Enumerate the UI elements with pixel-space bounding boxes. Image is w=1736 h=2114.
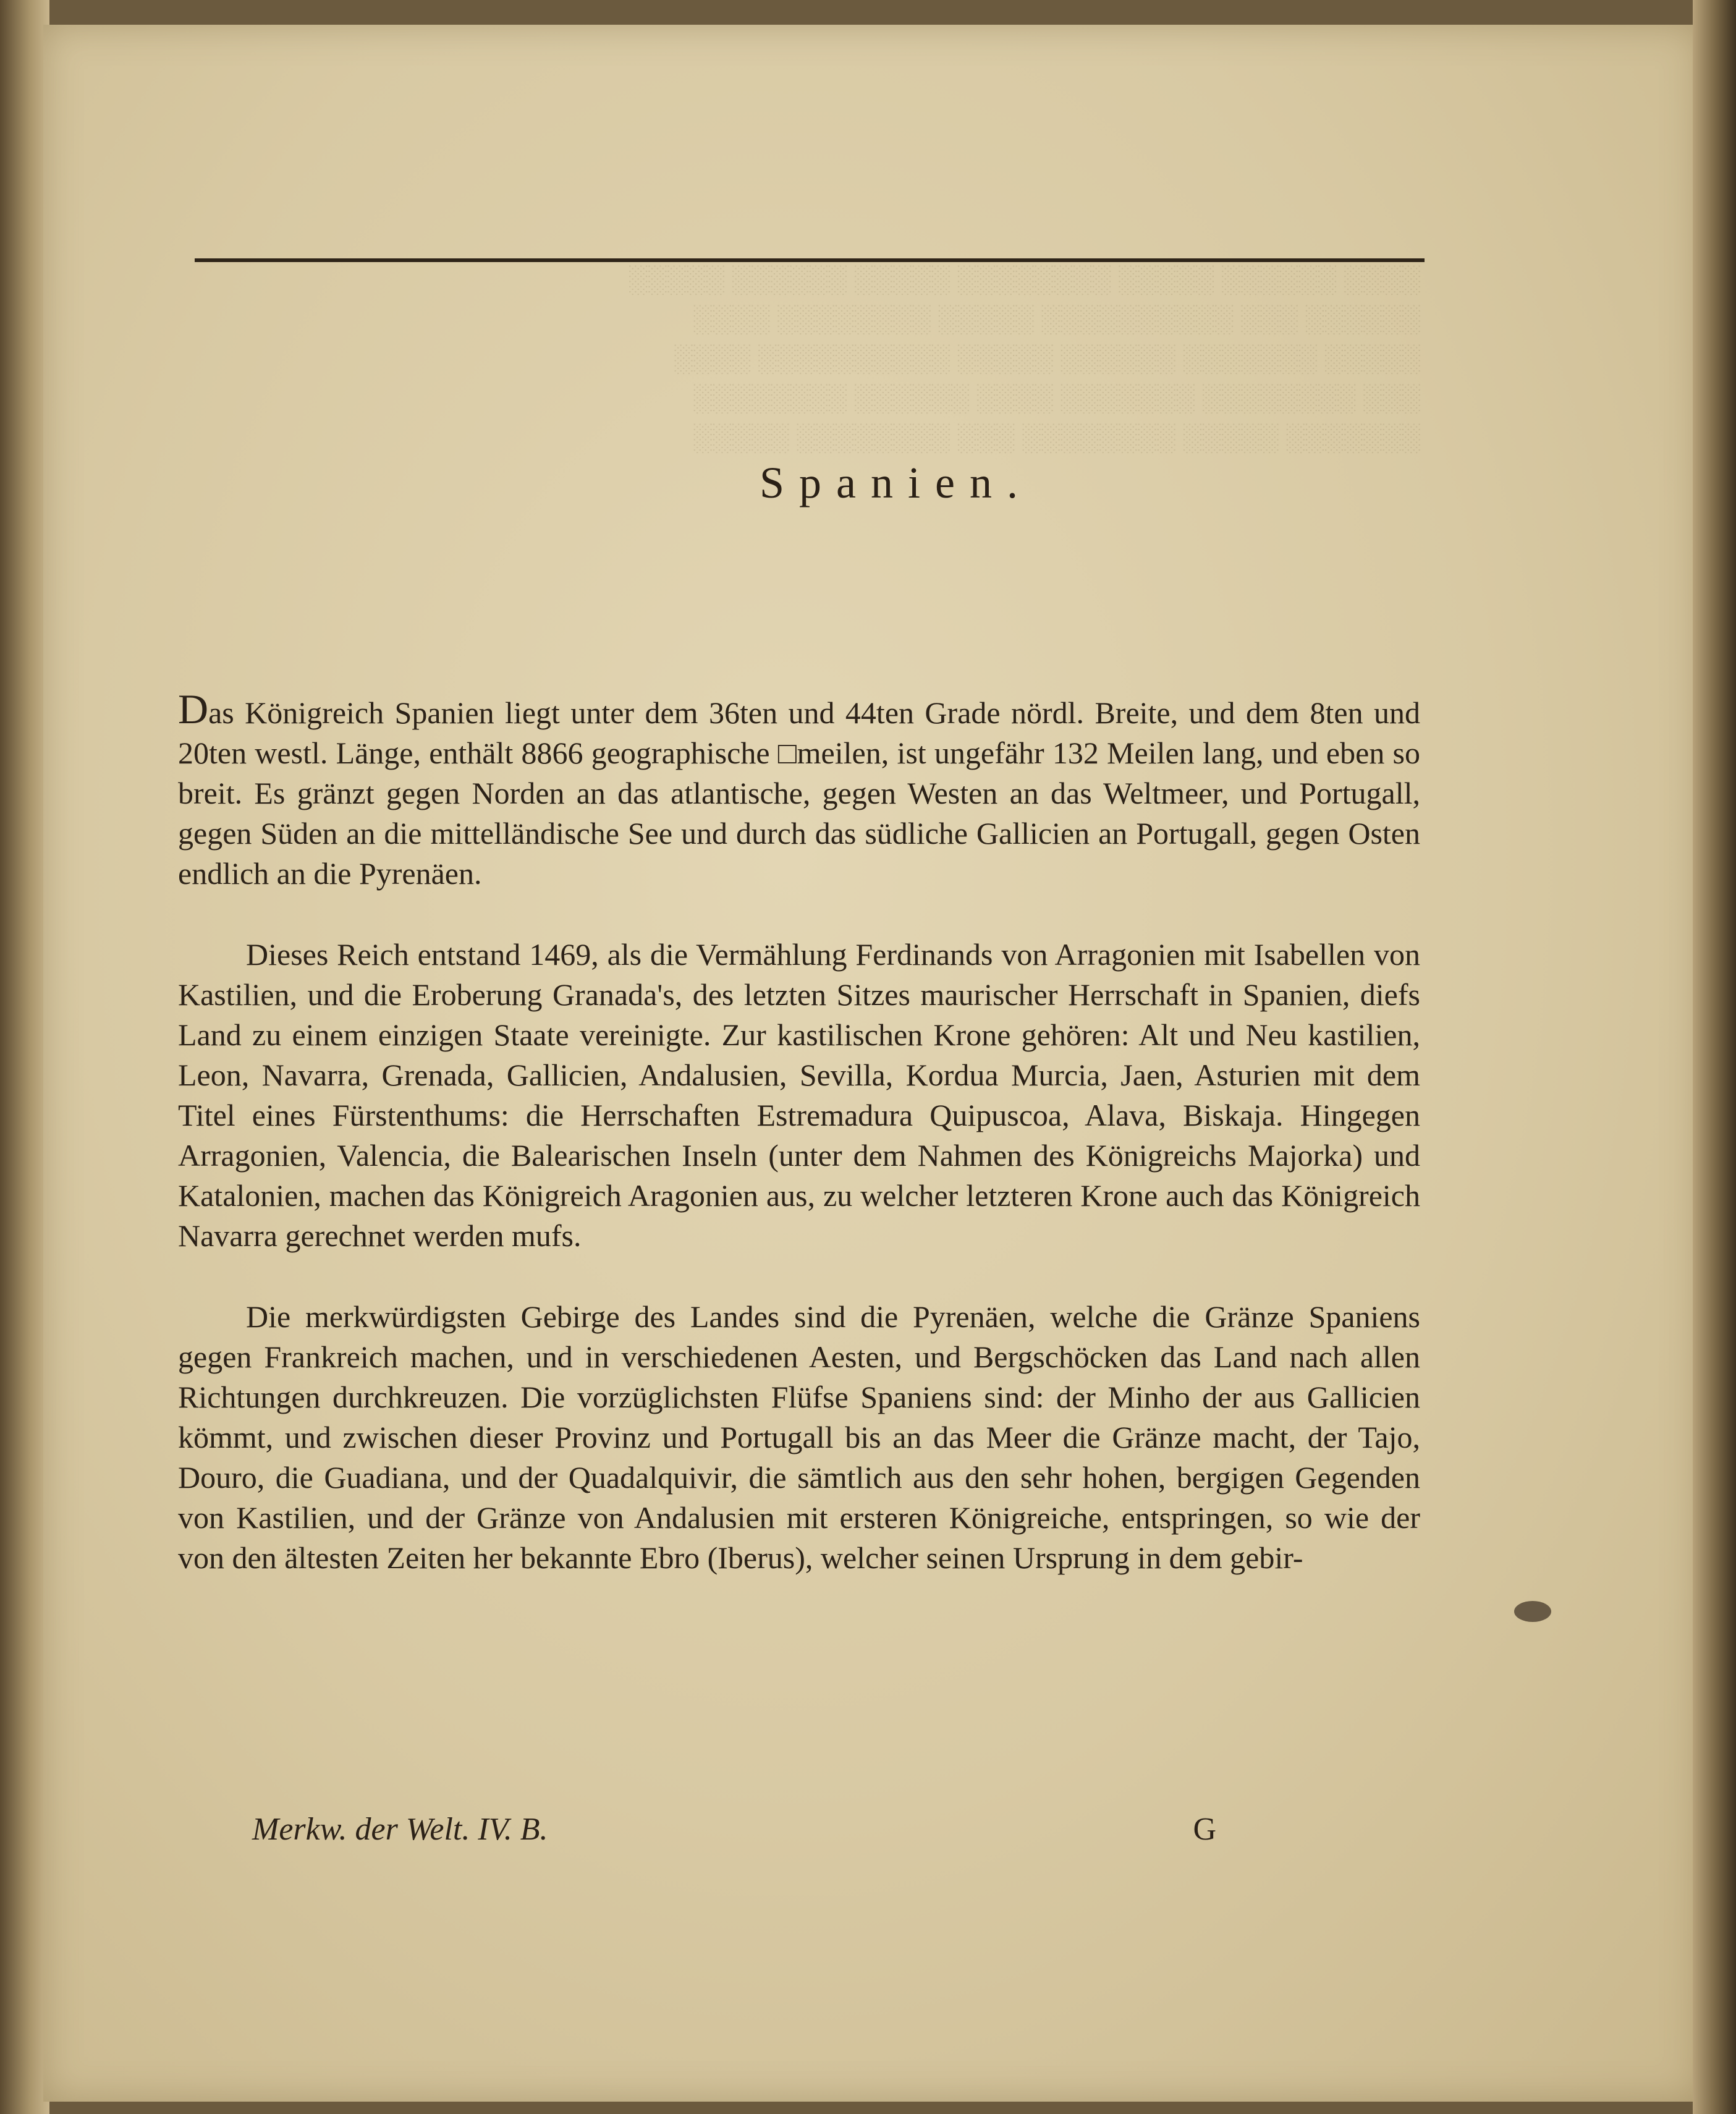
paper-page bbox=[43, 25, 1700, 2102]
header-rule bbox=[195, 258, 1425, 262]
body-text bbox=[178, 686, 1420, 1619]
ink-stain bbox=[1514, 1601, 1551, 1622]
paragraph-2: Dieses Reich entstand 1469, als die Vermählung Ferdinands von Arragonien mit Isabellen von Kastilien, und die Eroberung Granada's, des letzten Sitzes maurischer Herrschaft in Spanien, diefs Land zu einem einzigen Staate vereinigte. Zur kastilischen Krone gehören: Alt und Neu kastilien, Leon, Navarra, Grenada, Gallicien, Andalusien, Sevilla, Kordua Murcia, Jaen, Asturien mit dem Titel eines Fürstenthums: die Herrschaften Estremadura Quipuscoa, Alava, Biskaja. Hingegen Arragonien, Valencia, die Balearischen Inseln (unter dem Nahmen des Königreichs Majorka) und Katalonien, machen das Königreich Aragonien aus, zu welcher letzteren Krone auch das Königreich Navarra gerechnet werden mufs. bbox=[178, 937, 1420, 1253]
book-spine bbox=[0, 0, 49, 2114]
paragraph-1: Das Königreich Spanien liegt unter dem 36ten und 44ten Grade nördl. Breite, und dem 8ten und 20ten westl. Länge, enthält 8866 geographische □meilen, ist ungefähr 132 Meilen lang, und eben so breit. Es gränzt gegen Norden an das atlantische, gegen Westen an das Weltmeer, und Portugall, gegen Süden an die mittelländische See und durch das südliche Gallicien an Portugall, gegen Osten endlich an die Pyrenäen. bbox=[178, 686, 1420, 891]
page-title: Spanien. bbox=[760, 458, 1033, 507]
footer-signature: Merkw. der Welt. IV. B. bbox=[252, 1812, 548, 1847]
page-footer bbox=[252, 1811, 1216, 1848]
paragraph-3: Die merkwürdigsten Gebirge des Landes sind die Pyrenäen, welche die Gränze Spaniens gegen Frankreich machen, und in verschiedenen Aesten, und Bergschöcken das Land nach allen Richtungen durchkreuzen. Die vorzüglichsten Flüfse Spaniens sind: der Minho der aus Gallicien kömmt, und zwischen dieser Provinz und Portugall bis an das Meer die Gränze macht, der Tajo, Douro, die Guadiana, und der Quadalquivir, die sämtlich aus den sehr hohen, bergigen Gegenden von Kastilien, und der Gränze von Andalusien mit ersteren Königreiche, entspringen, so wie der von den ältesten Zeiten her bekannte Ebro (Iberus), welcher seinen Ursprung in dem gebir- bbox=[178, 1299, 1420, 1575]
footer-sheet-mark: G bbox=[1193, 1812, 1216, 1847]
page-edge bbox=[1693, 0, 1736, 2114]
bleed-through-texture: ░░░░ ░░░░░░ ░░░░░ ░░░░░░░░ ░░░░░ ░░░░░░ ░░░░░ ░░░░░░ ░░░ ░░░░░░░░░░ ░░░░░ ░░░░░░░░ ░░░░ ░░░░░ ░░░░░░░ ░░░░░░ ░░░░░ ░░░░░░░░░░ ░░░░ ░░░ ░░░░░░░░ ░░░░░░░ ░░░░ ░░░░░░ ░░░░░░░░ ░░░░░░░ ░░░░░ ░░░░░░░░ ░░░ ░░░░░░░░ ░░░░░ bbox=[629, 264, 1421, 452]
